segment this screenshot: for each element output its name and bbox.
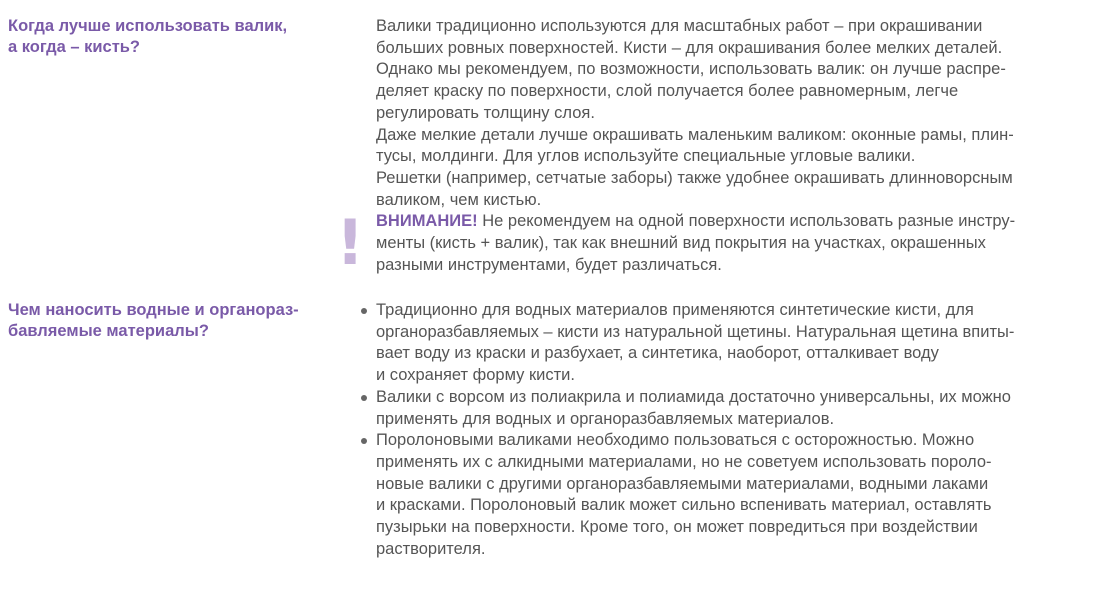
bullet-list [376,300,1076,560]
question-heading [8,300,338,342]
list-item-line: органоразбавляемых – кисти из натуральной щетины. Натуральная щетина впиты- [376,322,1015,341]
answer-line: Валики традиционно используются для масштабных работ – при окрашивании [376,17,983,35]
question-line: Когда лучше использовать валик, [8,17,288,35]
warning-line: разными инструментами, будет различаться. [376,255,722,274]
answer-line: тусы, молдинги. Для углов используйте специальные угловые валики. [376,147,916,166]
answer-line: больших ровных поверхностей. Кисти – для окрашивания более мелких деталей. [376,38,1003,57]
list-item-line: применять их с алкидными материалами, но не советуем использовать пороло- [376,452,992,471]
answer-line: Даже мелкие детали лучше окрашивать маленьким валиком: оконные рамы, плин- [376,125,1014,144]
answer-text [376,16,1076,276]
exclamation-icon: ! [336,206,365,279]
list-item-line: применять для водных и органоразбавляемых материалов. [376,409,835,428]
answer-line: деляет краску по поверхности, слой получается более равномерным, легче [376,82,959,101]
bullet-icon [361,395,367,401]
list-item-line: Поролоновыми валиками необходимо пользоваться с осторожностью. Можно [376,431,975,450]
list-item [376,387,1076,430]
list-item-line: и красками. Поролоновый валик может сильно вспенивать материал, оставлять [376,496,992,515]
bullet-icon [361,438,367,444]
warning-line: менты (кисть + валик), так как внешний вид покрытия на участках, окрашенных [376,234,986,253]
warning-note [376,211,1076,276]
list-item-line: Валики с ворсом из полиакрила и полиамида достаточно универсальны, их можно [376,387,1011,406]
question-line: а когда – кисть? [8,38,140,56]
list-item [376,430,1076,560]
answer-line: Решетки (например, сетчатые заборы) также удобнее окрашивать длинноворсным [376,168,1013,187]
list-item-line: Традиционно для водных материалов применяются синтетические кисти, для [376,301,974,319]
list-item [376,300,1076,387]
answer-text [376,300,1076,560]
list-item-line: и сохраняет форму кисти. [376,366,575,385]
answer-line: валиком, чем кистью. [376,190,542,209]
question-line: Чем наносить водные и органораз- [8,301,299,319]
answer-line: Однако мы рекомендуем, по возможности, использовать валик: он лучше распре- [376,60,1006,79]
answer-line: регулировать толщину слоя. [376,103,595,122]
warning-text: Не рекомендуем на одной поверхности использовать разные инстру- [477,212,1016,231]
list-item-line: растворителя. [376,539,486,558]
list-item-line: вает воду из краски и разбухает, а синтетика, наоборот, отталкивает воду [376,344,939,363]
list-item-line: пузырьки на поверхности. Кроме того, он может повредиться при воздействии [376,518,978,537]
warning-label: ВНИМАНИЕ! [376,212,478,231]
warning-first-line [376,211,1076,233]
list-item-line: новые валики с другими органоразбавляемыми материалами, водными лаками [376,474,989,493]
bullet-icon [361,308,367,314]
question-heading [8,16,338,58]
question-line: бавляемые материалы? [8,322,209,340]
